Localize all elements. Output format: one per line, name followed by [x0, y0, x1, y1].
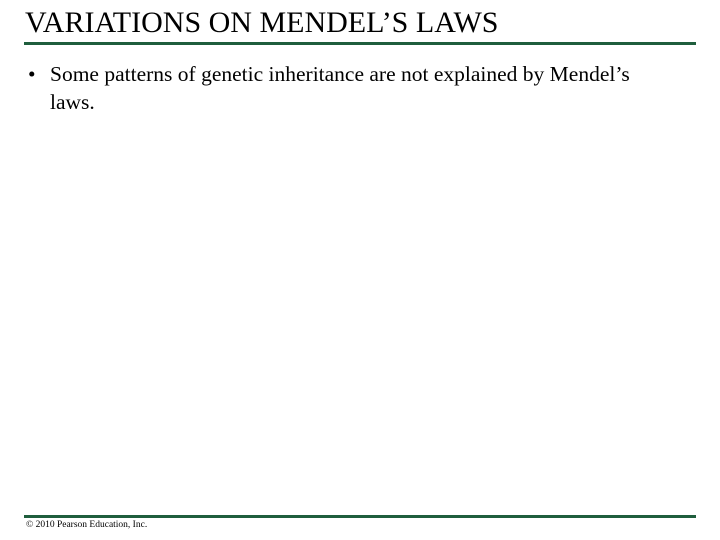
- bullet-text: Some patterns of genetic inheritance are not explained by Mendel’s laws.: [50, 62, 630, 114]
- bullet-item: [28, 60, 668, 116]
- footer-divider: [24, 515, 696, 518]
- title-divider: [24, 42, 696, 45]
- bullet-list: [28, 60, 668, 116]
- bullet-marker: •: [28, 62, 36, 86]
- copyright-footer: © 2010 Pearson Education, Inc.: [26, 520, 148, 530]
- slide-title: VARIATIONS ON MENDEL’S LAWS: [25, 6, 499, 39]
